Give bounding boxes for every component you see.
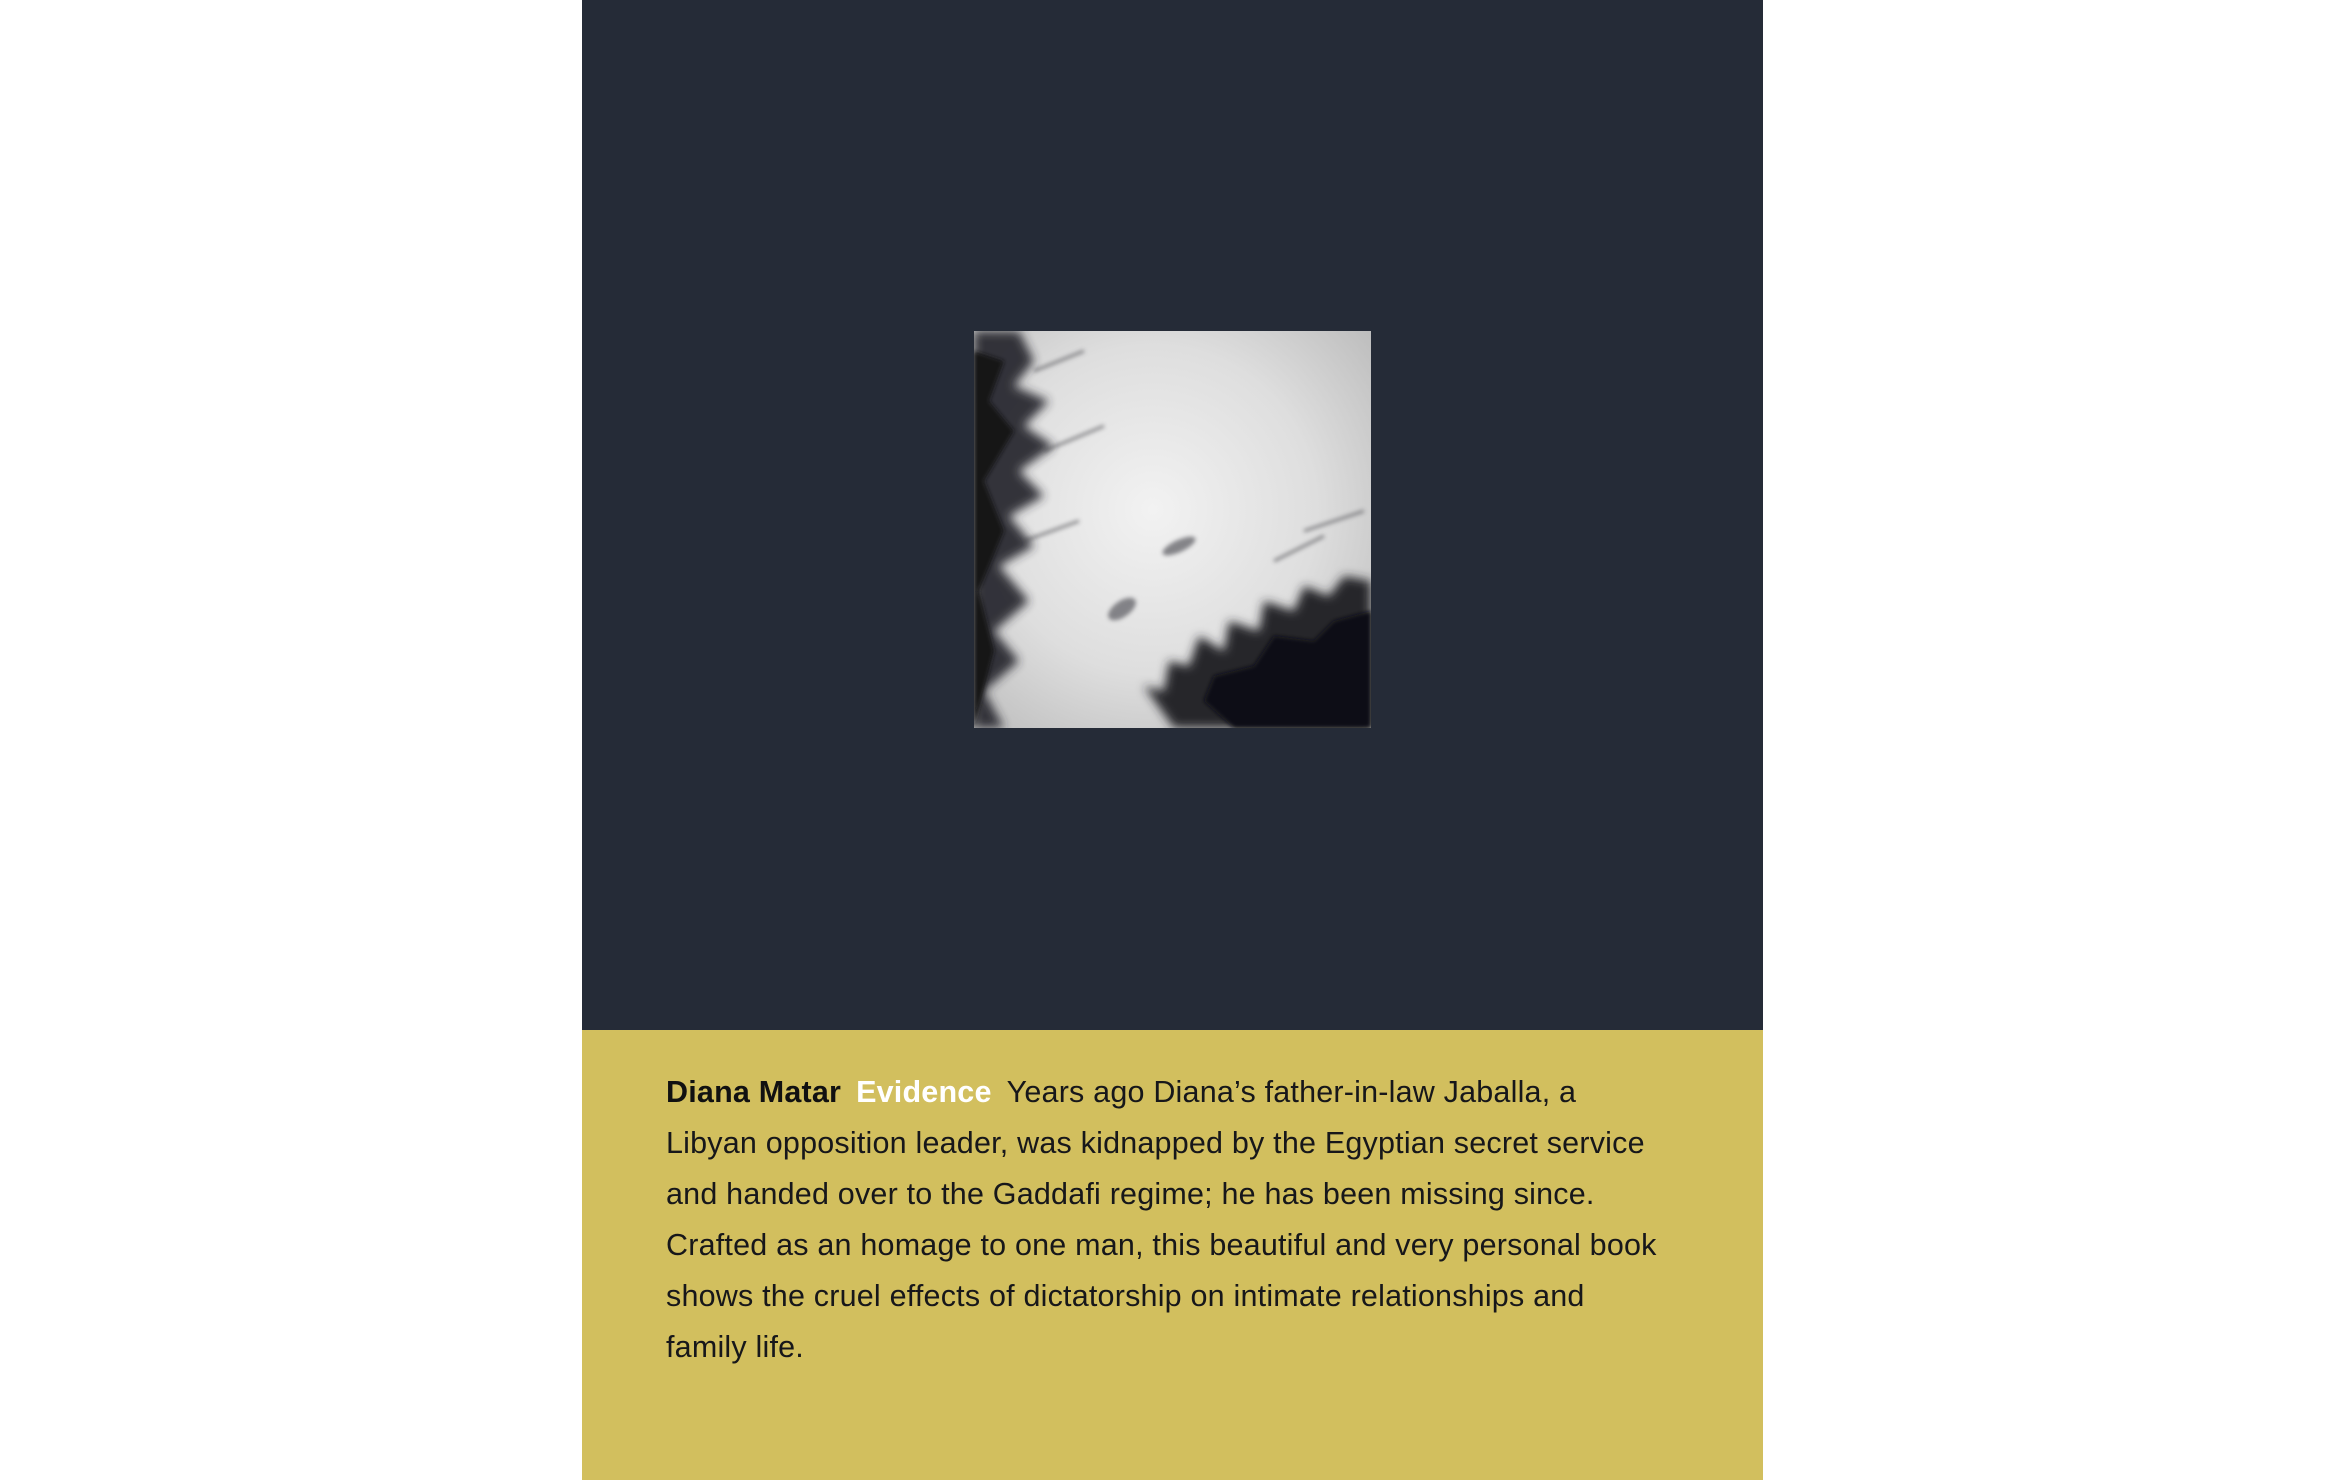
author-name: Diana Matar	[666, 1075, 842, 1109]
book-cover	[582, 0, 1763, 1480]
description-text	[666, 1067, 1666, 1373]
description-paragraph-1: Years ago Diana’s father-in-law Jaballa, a Libyan opposition leader, was kidnapped by the Egyptian secret service and handed over to the Gaddafi regime; he has been missing since.	[666, 1075, 1645, 1211]
book-title: Evidence	[856, 1075, 992, 1109]
description-panel	[582, 1030, 1763, 1480]
description-paragraph-2: Crafted as an homage to one man, this beautiful and very personal book shows the cruel effects of dictatorship on intimate relationships and family life.	[666, 1228, 1657, 1364]
cover-photo	[974, 331, 1371, 728]
